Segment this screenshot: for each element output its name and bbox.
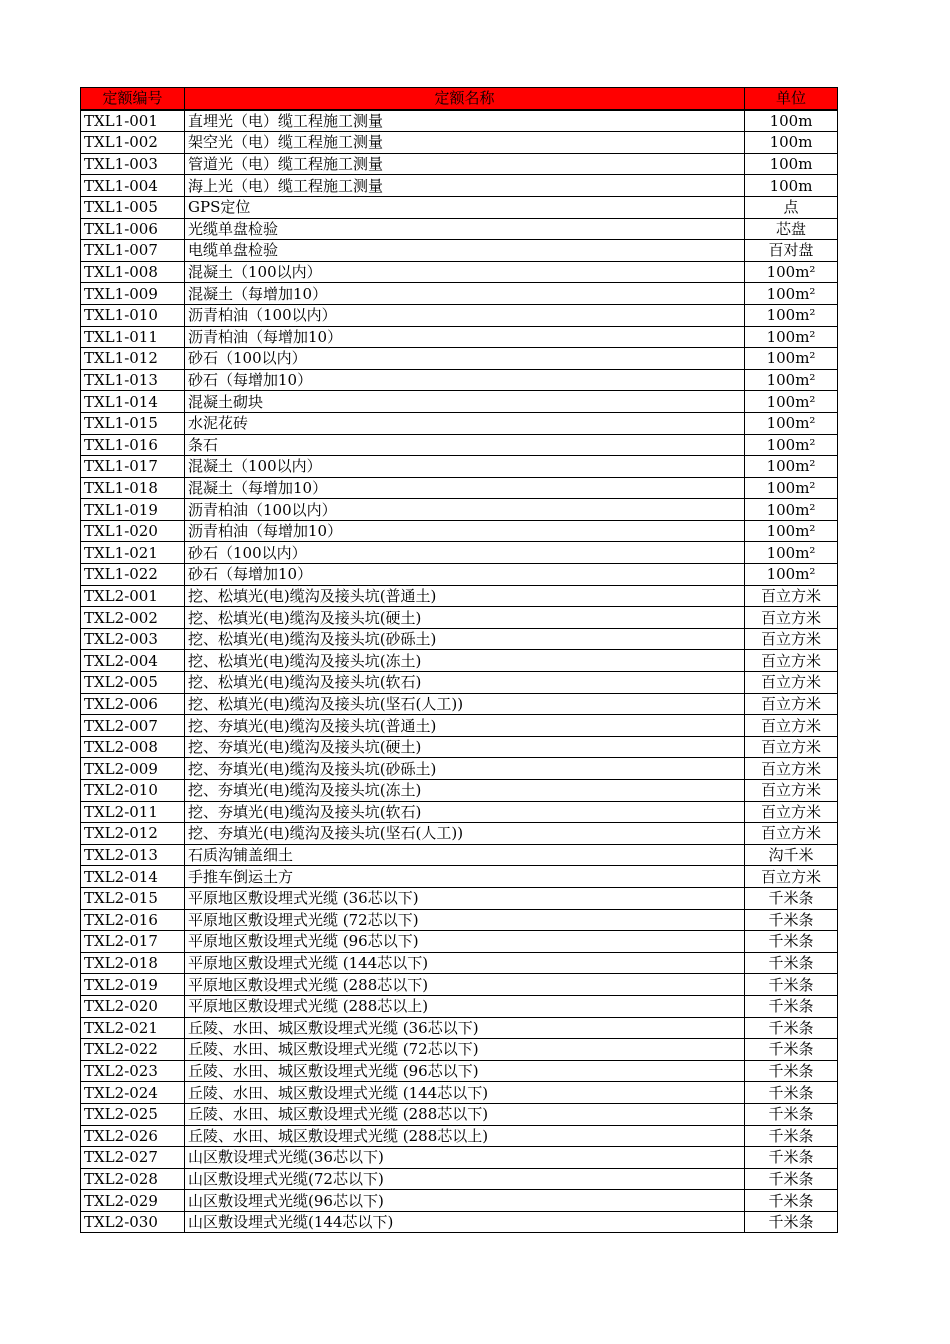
row-unit-cell: 100m² <box>745 542 838 564</box>
header-code: 定额编号 <box>81 88 185 110</box>
row-code-cell: TXL2-019 <box>81 974 185 996</box>
row-name-cell: 管道光（电）缆工程施工测量 <box>185 153 745 175</box>
table-row <box>81 715 838 737</box>
table-row <box>81 477 838 499</box>
row-name-cell: 挖、松填光(电)缆沟及接头坑(冻土) <box>185 650 745 672</box>
row-name-cell: 平原地区敷设埋式光缆 (288芯以上) <box>185 995 745 1017</box>
row-unit-cell: 千米条 <box>745 1190 838 1212</box>
row-name-cell: 挖、松填光(电)缆沟及接头坑(坚石(人工)) <box>185 693 745 715</box>
row-unit-cell: 100m² <box>745 520 838 542</box>
table-row <box>81 931 838 953</box>
row-unit-cell: 千米条 <box>745 909 838 931</box>
row-code-cell: TXL1-010 <box>81 304 185 326</box>
row-unit-cell: 百立方米 <box>745 693 838 715</box>
row-code-cell: TXL2-011 <box>81 801 185 823</box>
row-code-cell: TXL2-001 <box>81 585 185 607</box>
row-unit-cell: 100m² <box>745 283 838 305</box>
row-code-cell: TXL2-026 <box>81 1125 185 1147</box>
row-name-cell: 挖、松填光(电)缆沟及接头坑(硬土) <box>185 607 745 629</box>
row-unit-cell: 千米条 <box>745 974 838 996</box>
table-row <box>81 132 838 154</box>
row-name-cell: 手推车倒运土方 <box>185 866 745 888</box>
table-row <box>81 348 838 370</box>
table-row <box>81 499 838 521</box>
row-name-cell: 丘陵、水田、城区敷设埋式光缆 (144芯以下) <box>185 1082 745 1104</box>
table-row <box>81 369 838 391</box>
header-unit: 单位 <box>745 88 838 110</box>
table-row <box>81 153 838 175</box>
table-row <box>81 952 838 974</box>
row-name-cell: 砂石（100以内） <box>185 542 745 564</box>
row-unit-cell: 千米条 <box>745 1211 838 1233</box>
row-code-cell: TXL2-029 <box>81 1190 185 1212</box>
table-row <box>81 1190 838 1212</box>
row-code-cell: TXL1-016 <box>81 434 185 456</box>
row-code-cell: TXL1-012 <box>81 348 185 370</box>
row-code-cell: TXL1-022 <box>81 564 185 586</box>
table-body <box>81 110 838 1233</box>
table-row <box>81 542 838 564</box>
row-name-cell: 平原地区敷设埋式光缆 (288芯以下) <box>185 974 745 996</box>
row-name-cell: 砂石（每增加10） <box>185 564 745 586</box>
table-row <box>81 283 838 305</box>
table-row <box>81 261 838 283</box>
table-row <box>81 736 838 758</box>
row-code-cell: TXL2-015 <box>81 887 185 909</box>
row-name-cell: 砂石（每增加10） <box>185 369 745 391</box>
row-code-cell: TXL1-002 <box>81 132 185 154</box>
row-code-cell: TXL1-015 <box>81 412 185 434</box>
row-code-cell: TXL2-014 <box>81 866 185 888</box>
row-unit-cell: 百立方米 <box>745 736 838 758</box>
table-row <box>81 1103 838 1125</box>
row-unit-cell: 千米条 <box>745 1039 838 1061</box>
table-row <box>81 693 838 715</box>
row-name-cell: GPS定位 <box>185 196 745 218</box>
row-code-cell: TXL2-005 <box>81 672 185 694</box>
row-name-cell: 石质沟铺盖细土 <box>185 844 745 866</box>
row-unit-cell: 沟千米 <box>745 844 838 866</box>
row-unit-cell: 100m² <box>745 564 838 586</box>
row-name-cell: 挖、夯填光(电)缆沟及接头坑(坚石(人工)) <box>185 823 745 845</box>
row-unit-cell: 百立方米 <box>745 650 838 672</box>
row-code-cell: TXL1-019 <box>81 499 185 521</box>
row-unit-cell: 千米条 <box>745 995 838 1017</box>
row-unit-cell: 千米条 <box>745 1017 838 1039</box>
row-code-cell: TXL1-013 <box>81 369 185 391</box>
header-row <box>81 88 838 110</box>
quota-sheet <box>80 87 837 1233</box>
row-unit-cell: 点 <box>745 196 838 218</box>
table-row <box>81 866 838 888</box>
row-unit-cell: 100m <box>745 132 838 154</box>
row-name-cell: 光缆单盘检验 <box>185 218 745 240</box>
row-name-cell: 海上光（电）缆工程施工测量 <box>185 175 745 197</box>
row-code-cell: TXL1-018 <box>81 477 185 499</box>
table-row <box>81 391 838 413</box>
row-code-cell: TXL2-010 <box>81 780 185 802</box>
table-row <box>81 650 838 672</box>
table-row <box>81 628 838 650</box>
row-name-cell: 挖、夯填光(电)缆沟及接头坑(软石) <box>185 801 745 823</box>
table-row <box>81 304 838 326</box>
row-name-cell: 平原地区敷设埋式光缆 (36芯以下) <box>185 887 745 909</box>
row-name-cell: 混凝土砌块 <box>185 391 745 413</box>
row-name-cell: 挖、松填光(电)缆沟及接头坑(普通土) <box>185 585 745 607</box>
table-row <box>81 823 838 845</box>
row-unit-cell: 千米条 <box>745 1168 838 1190</box>
row-name-cell: 挖、松填光(电)缆沟及接头坑(砂砾土) <box>185 628 745 650</box>
row-unit-cell: 百对盘 <box>745 240 838 262</box>
row-code-cell: TXL1-017 <box>81 456 185 478</box>
row-unit-cell: 100m² <box>745 434 838 456</box>
row-code-cell: TXL2-008 <box>81 736 185 758</box>
row-unit-cell: 千米条 <box>745 887 838 909</box>
row-code-cell: TXL2-030 <box>81 1211 185 1233</box>
table-row <box>81 1147 838 1169</box>
table-row <box>81 780 838 802</box>
row-code-cell: TXL1-005 <box>81 196 185 218</box>
table-row <box>81 1125 838 1147</box>
row-name-cell: 平原地区敷设埋式光缆 (144芯以下) <box>185 952 745 974</box>
row-code-cell: TXL2-023 <box>81 1060 185 1082</box>
table-row <box>81 434 838 456</box>
row-name-cell: 沥青柏油（100以内） <box>185 304 745 326</box>
row-unit-cell: 100m² <box>745 477 838 499</box>
table-row <box>81 801 838 823</box>
row-unit-cell: 百立方米 <box>745 672 838 694</box>
row-code-cell: TXL2-018 <box>81 952 185 974</box>
row-unit-cell: 百立方米 <box>745 758 838 780</box>
row-name-cell: 混凝土（每增加10） <box>185 477 745 499</box>
table-row <box>81 520 838 542</box>
row-unit-cell: 百立方米 <box>745 823 838 845</box>
row-code-cell: TXL1-014 <box>81 391 185 413</box>
row-code-cell: TXL1-008 <box>81 261 185 283</box>
table-row <box>81 1039 838 1061</box>
row-code-cell: TXL1-009 <box>81 283 185 305</box>
row-code-cell: TXL2-003 <box>81 628 185 650</box>
row-name-cell: 挖、夯填光(电)缆沟及接头坑(普通土) <box>185 715 745 737</box>
row-code-cell: TXL1-011 <box>81 326 185 348</box>
row-code-cell: TXL2-007 <box>81 715 185 737</box>
row-unit-cell: 千米条 <box>745 1125 838 1147</box>
table-row <box>81 995 838 1017</box>
row-name-cell: 沥青柏油（每增加10） <box>185 520 745 542</box>
row-unit-cell: 100m <box>745 110 838 132</box>
row-name-cell: 水泥花砖 <box>185 412 745 434</box>
row-unit-cell: 百立方米 <box>745 866 838 888</box>
table-row <box>81 1211 838 1233</box>
row-code-cell: TXL1-021 <box>81 542 185 564</box>
row-unit-cell: 100m² <box>745 456 838 478</box>
row-code-cell: TXL2-002 <box>81 607 185 629</box>
table-row <box>81 175 838 197</box>
table-row <box>81 758 838 780</box>
row-name-cell: 丘陵、水田、城区敷设埋式光缆 (288芯以上) <box>185 1125 745 1147</box>
table-row <box>81 110 838 132</box>
row-code-cell: TXL2-017 <box>81 931 185 953</box>
row-code-cell: TXL2-016 <box>81 909 185 931</box>
row-name-cell: 山区敷设埋式光缆(72芯以下) <box>185 1168 745 1190</box>
row-code-cell: TXL2-012 <box>81 823 185 845</box>
row-unit-cell: 100m <box>745 153 838 175</box>
row-name-cell: 丘陵、水田、城区敷设埋式光缆 (36芯以下) <box>185 1017 745 1039</box>
row-name-cell: 架空光（电）缆工程施工测量 <box>185 132 745 154</box>
row-unit-cell: 芯盘 <box>745 218 838 240</box>
table-row <box>81 909 838 931</box>
row-code-cell: TXL2-013 <box>81 844 185 866</box>
row-name-cell: 电缆单盘检验 <box>185 240 745 262</box>
row-unit-cell: 百立方米 <box>745 607 838 629</box>
table-row <box>81 974 838 996</box>
row-name-cell: 沥青柏油（100以内） <box>185 499 745 521</box>
table-row <box>81 887 838 909</box>
row-unit-cell: 100m² <box>745 412 838 434</box>
table-row <box>81 1082 838 1104</box>
table-row <box>81 412 838 434</box>
row-unit-cell: 100m <box>745 175 838 197</box>
row-name-cell: 平原地区敷设埋式光缆 (72芯以下) <box>185 909 745 931</box>
row-name-cell: 丘陵、水田、城区敷设埋式光缆 (72芯以下) <box>185 1039 745 1061</box>
row-code-cell: TXL2-020 <box>81 995 185 1017</box>
row-unit-cell: 千米条 <box>745 1103 838 1125</box>
row-unit-cell: 百立方米 <box>745 801 838 823</box>
table-row <box>81 218 838 240</box>
row-unit-cell: 百立方米 <box>745 715 838 737</box>
row-unit-cell: 100m² <box>745 261 838 283</box>
table-row <box>81 1060 838 1082</box>
row-name-cell: 挖、夯填光(电)缆沟及接头坑(冻土) <box>185 780 745 802</box>
header-name: 定额名称 <box>185 88 745 110</box>
row-name-cell: 平原地区敷设埋式光缆 (96芯以下) <box>185 931 745 953</box>
row-unit-cell: 100m² <box>745 391 838 413</box>
row-name-cell: 混凝土（每增加10） <box>185 283 745 305</box>
row-unit-cell: 千米条 <box>745 1147 838 1169</box>
row-name-cell: 混凝土（100以内） <box>185 456 745 478</box>
row-name-cell: 山区敷设埋式光缆(144芯以下) <box>185 1211 745 1233</box>
table-row <box>81 672 838 694</box>
row-code-cell: TXL1-007 <box>81 240 185 262</box>
table-row <box>81 240 838 262</box>
row-unit-cell: 百立方米 <box>745 780 838 802</box>
row-name-cell: 挖、夯填光(电)缆沟及接头坑(硬土) <box>185 736 745 758</box>
row-code-cell: TXL2-009 <box>81 758 185 780</box>
row-name-cell: 山区敷设埋式光缆(36芯以下) <box>185 1147 745 1169</box>
row-name-cell: 直埋光（电）缆工程施工测量 <box>185 110 745 132</box>
table-row <box>81 585 838 607</box>
row-code-cell: TXL1-006 <box>81 218 185 240</box>
row-code-cell: TXL2-021 <box>81 1017 185 1039</box>
table-row <box>81 564 838 586</box>
row-name-cell: 山区敷设埋式光缆(96芯以下) <box>185 1190 745 1212</box>
row-code-cell: TXL2-027 <box>81 1147 185 1169</box>
row-unit-cell: 百立方米 <box>745 585 838 607</box>
row-unit-cell: 100m² <box>745 326 838 348</box>
row-unit-cell: 100m² <box>745 369 838 391</box>
row-code-cell: TXL2-006 <box>81 693 185 715</box>
row-code-cell: TXL2-025 <box>81 1103 185 1125</box>
table-row <box>81 456 838 478</box>
row-unit-cell: 100m² <box>745 304 838 326</box>
row-name-cell: 挖、夯填光(电)缆沟及接头坑(砂砾土) <box>185 758 745 780</box>
row-code-cell: TXL2-024 <box>81 1082 185 1104</box>
table-row <box>81 326 838 348</box>
table-row <box>81 1017 838 1039</box>
table-row <box>81 1168 838 1190</box>
table-row <box>81 607 838 629</box>
row-unit-cell: 百立方米 <box>745 628 838 650</box>
table-row <box>81 844 838 866</box>
row-code-cell: TXL2-022 <box>81 1039 185 1061</box>
row-unit-cell: 千米条 <box>745 931 838 953</box>
row-code-cell: TXL1-003 <box>81 153 185 175</box>
row-unit-cell: 千米条 <box>745 1060 838 1082</box>
quota-table <box>80 87 838 1233</box>
row-name-cell: 混凝土（100以内） <box>185 261 745 283</box>
row-unit-cell: 100m² <box>745 499 838 521</box>
row-code-cell: TXL2-028 <box>81 1168 185 1190</box>
table-row <box>81 196 838 218</box>
row-unit-cell: 千米条 <box>745 1082 838 1104</box>
row-unit-cell: 100m² <box>745 348 838 370</box>
row-name-cell: 挖、松填光(电)缆沟及接头坑(软石) <box>185 672 745 694</box>
row-name-cell: 丘陵、水田、城区敷设埋式光缆 (288芯以下) <box>185 1103 745 1125</box>
row-name-cell: 丘陵、水田、城区敷设埋式光缆 (96芯以下) <box>185 1060 745 1082</box>
row-name-cell: 沥青柏油（每增加10） <box>185 326 745 348</box>
row-code-cell: TXL1-001 <box>81 110 185 132</box>
row-name-cell: 砂石（100以内） <box>185 348 745 370</box>
row-code-cell: TXL1-020 <box>81 520 185 542</box>
table-header <box>81 88 838 110</box>
row-unit-cell: 千米条 <box>745 952 838 974</box>
row-code-cell: TXL2-004 <box>81 650 185 672</box>
row-name-cell: 条石 <box>185 434 745 456</box>
row-code-cell: TXL1-004 <box>81 175 185 197</box>
